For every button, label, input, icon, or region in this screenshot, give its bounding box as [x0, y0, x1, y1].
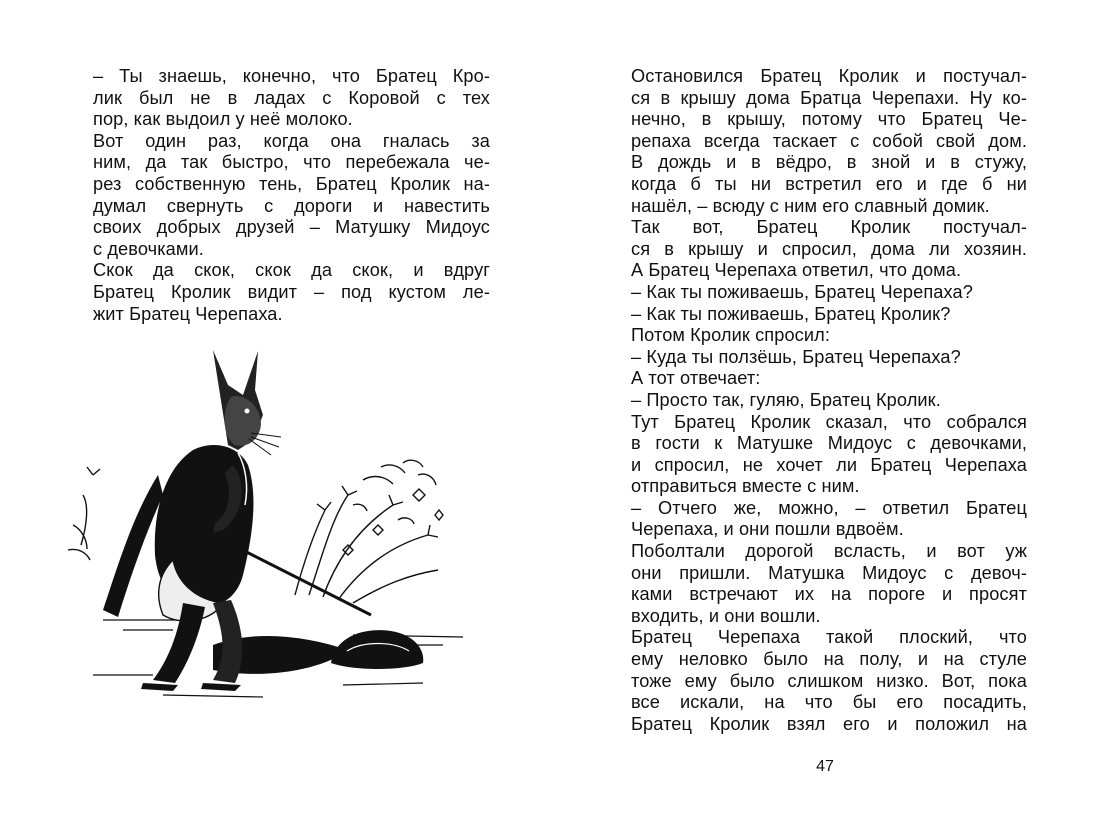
dialogue-line: – Как ты поживаешь, Братец Черепаха? [631, 281, 973, 302]
text-line: Черепаха, и они пошли вдвоём. [631, 519, 904, 540]
text-line: все искали, на что бы его посадить, [631, 692, 1027, 713]
text-line: тоже ему было слишком низко. Вот, пока [631, 670, 1027, 691]
text-line: с девочками. [93, 238, 204, 259]
right-page-text [611, 66, 1027, 735]
text-line: ся в крышу и спросил, дома ли хозяин. [631, 238, 1027, 259]
text-line: нечно, в крышу, потому что Братец Че- [631, 109, 1027, 130]
text-line: Остановился Братец Кролик и постучал- [631, 66, 1027, 86]
text-line: в гости к Матушке Мидоус с девочками, [631, 433, 1027, 454]
text-line: Братец Черепаха такой плоский, что [631, 627, 1027, 648]
text-line: А Братец Черепаха ответил, что дома. [631, 260, 962, 281]
paragraph [611, 412, 1027, 498]
text-line: нашёл, – всюду с ним его славный домик. [631, 195, 990, 216]
paragraph [611, 541, 1027, 627]
text-line: ся в крышу дома Братца Черепахи. Ну ко- [631, 87, 1027, 108]
paragraph [611, 66, 1027, 217]
text-line: жит Братец Черепаха. [93, 303, 283, 324]
text-line: Братец Кролик взял его и положил на [631, 713, 1027, 734]
text-line: Скок да скок, скок да скок, и вдруг [93, 260, 490, 281]
text-line: отправиться вместе с ним. [631, 476, 860, 497]
dialogue-line: А тот отвечает: [631, 368, 761, 389]
text-line: своих добрых друзей – Матушку Мидоус [93, 217, 490, 238]
paragraph [73, 66, 490, 131]
text-line: – Отчего же, можно, – ответил Братец [631, 497, 1027, 518]
paragraph [73, 131, 490, 261]
text-line: ним, да так быстро, что перебежала че- [93, 152, 490, 173]
text-line: репаха всегда таскает с собой свой дом. [631, 130, 1027, 151]
text-line: пор, как выдоил у неё молоко. [93, 109, 353, 130]
dialogue-line: – Просто так, гуляю, Братец Кролик. [631, 389, 941, 410]
text-line: ками встречают их на пороге и просят [631, 584, 1027, 605]
rabbit-and-turtle-icon [63, 345, 493, 725]
text-line: входить, и они вошли. [631, 605, 821, 626]
dialogue-line: Потом Кролик спросил: [631, 325, 830, 346]
paragraph [611, 627, 1027, 735]
text-line: и спросил, не хочет ли Братец Черепаха [631, 454, 1027, 475]
page-number: 47 [816, 758, 834, 775]
rabbit-and-turtle-illustration [63, 345, 493, 725]
text-line: Так вот, Братец Кролик постучал- [631, 217, 1027, 238]
paragraph [611, 217, 1027, 282]
text-line: они пришли. Матушка Мидоус с девоч- [631, 562, 1027, 583]
dialogue-line: – Куда ты ползёшь, Братец Черепаха? [631, 346, 961, 367]
right-page [550, 0, 1100, 825]
text-line: Поболтали дорогой всласть, и вот уж [631, 541, 1027, 562]
text-line: Вот один раз, когда она гналась за [93, 130, 490, 151]
text-line: рез собственную тень, Братец Кролик на- [93, 173, 490, 194]
dialogue-line: – Как ты поживаешь, Братец Кролик? [631, 303, 951, 324]
text-line: – Ты знаешь, конечно, что Братец Кро- [93, 66, 490, 86]
text-line: лик был не в ладах с Коровой с тех [93, 87, 490, 108]
left-page-text [73, 66, 490, 325]
paragraph [611, 498, 1027, 541]
text-line: Братец Кролик видит – под кустом ле- [93, 281, 490, 302]
text-line: когда б ты ни встретил его и где б ни [631, 173, 1027, 194]
paragraph [73, 260, 490, 325]
text-line: ему неловко было на полу, и на стуле [631, 649, 1027, 670]
text-line: В дождь и в вёдро, в зной и в стужу, [631, 152, 1027, 173]
text-line: Тут Братец Кролик сказал, что собрался [631, 411, 1027, 432]
text-line: думал свернуть с дороги и навестить [93, 195, 490, 216]
